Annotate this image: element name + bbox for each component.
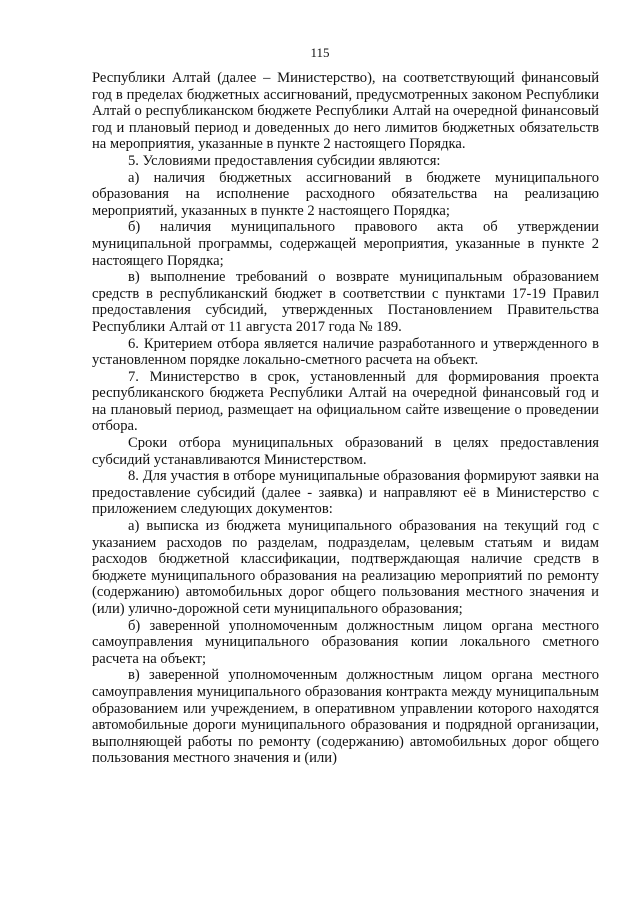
page-number: 115	[310, 45, 330, 60]
paragraph-item-7: 7. Министерство в срок, установленный для формирования проекта республиканского бюджета Республики Алтай на очередной финансовый год и на плановый период, размещает на официальном сайте извещение о проведении отбора.	[92, 368, 599, 435]
paragraph-selection-deadlines: Сроки отбора муниципальных образований в целях предоставления субсидий устанавливаются Министерством.	[92, 435, 599, 468]
paragraph-item-8b: б) заверенной уполномоченным должностным лицом органа местного самоуправления муниципального образования копии локального сметного расчета на объект;	[92, 617, 599, 667]
paragraph-item-6: 6. Критерием отбора является наличие разработанного и утвержденного в установленном порядке локально-сметного расчета на объект.	[92, 335, 599, 369]
paragraph-item-5a: а) наличия бюджетных ассигнований в бюджете муниципального образования на исполнение расходного обязательства на реализацию мероприятий, указанных в пункте 2 настоящего Порядка;	[92, 169, 599, 219]
paragraph-item-8v: в) заверенной уполномоченным должностным лицом органа местного самоуправления муниципального образования контракта между муниципальным образованием или учреждением, в оперативном управлении которого находятся автомобильные дороги муниципального образования и подрядной организации, выполняющей работы по ремонту (содержанию) автомобильных дорог общего пользования местного значения и (или)	[92, 667, 599, 767]
document-body	[92, 70, 599, 767]
paragraph-item-8: 8. Для участия в отборе муниципальные образования формируют заявки на предоставление субсидий (далее - заявка) и направляют её в Министерство с приложением следующих документов:	[92, 468, 599, 518]
paragraph-item-5v: в) выполнение требований о возврате муниципальным образованием средств в республиканский бюджет в соответствии с пунктами 17-19 Правил предоставления субсидий, утвержденных Постановлением Правительства Республики Алтай от 11 августа 2017 года № 189.	[92, 269, 599, 335]
paragraph-continuation: Республики Алтай (далее – Министерство), на соответствующий финансовый год в пределах бюджетных ассигнований, предусмотренных законом Республики Алтай о республиканском бюджете Республики Алтай на очередной финансовый год и плановый период и доведенных до него лимитов бюджетных обязательств на мероприятия, указанные в пункте 2 настоящего Порядка.	[92, 70, 599, 153]
paragraph-item-5b: б) наличия муниципального правового акта об утверждении муниципальной программы, содержащей мероприятия, указанные в пункте 2 настоящего Порядка;	[92, 219, 599, 269]
paragraph-item-5: 5. Условиями предоставления субсидии являются:	[128, 152, 441, 169]
paragraph-item-8a: а) выписка из бюджета муниципального образования на текущий год с указанием расходов по разделам, подразделам, целевым статьям и видам расходов бюджетной классификации, подтверждающая наличие средств в бюджете муниципального образования на реализацию мероприятий по ремонту (содержанию) автомобильных дорог общего пользования местного значения и (или) улично-дорожной сети муниципального образования;	[92, 518, 599, 617]
